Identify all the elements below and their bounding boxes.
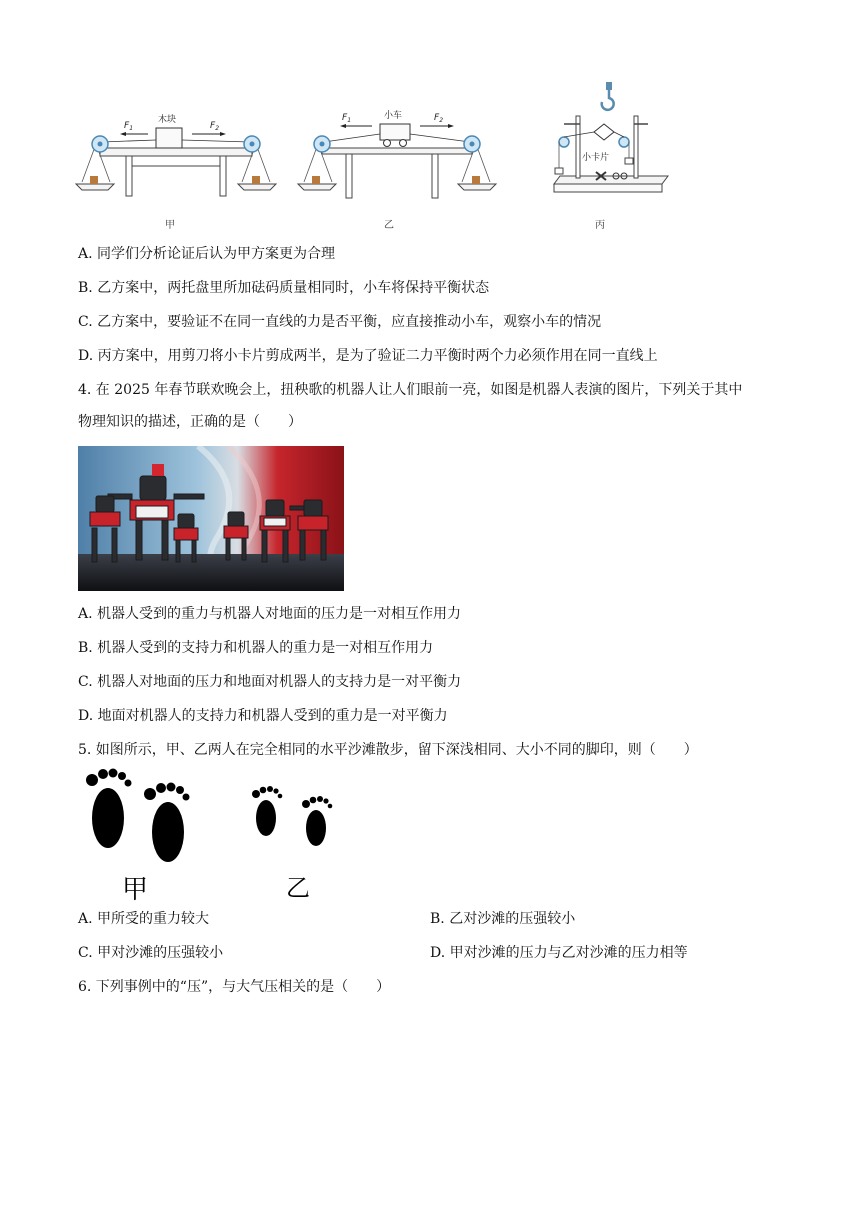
q4-option-a: A. 机器人受到的重力与机器人对地面的压力是一对相互作用力 [78,606,462,622]
force-f1-label: $F_1$ [342,113,352,124]
block-label: 木块 [158,115,177,125]
q4-option-c: C. 机器人对地面的压力和地面对机器人的支持力是一对平衡力 [78,674,462,690]
footprint-label-yi: 乙 [286,874,310,902]
q4-stem-line2: 物理知识的描述，正确的是（ ） [78,414,302,430]
q4-option-b: B. 机器人受到的支持力和机器人的重力是一对相互作用力 [78,640,434,656]
q6-stem: 6. 下列事例中的“压”，与大气压相关的是（ ） [78,979,391,995]
force-f1-label: $F_1$ [124,121,134,132]
q5-option-b: B. 乙对沙滩的压强较小 [430,911,576,927]
q5-stem: 5. 如图所示，甲、乙两人在完全相同的水平沙滩散步，留下深浅相同、大小不同的脚印，则（ ） [78,742,698,758]
footprint-label-jia: 甲 [122,875,149,905]
q4-option-d: D. 地面对机器人的支持力和机器人受到的重力是一对平衡力 [78,708,448,724]
q5-option-d: D. 甲对沙滩的压力与乙对沙滩的压力相等 [430,945,688,961]
force-f2-label: $F_2$ [210,121,220,132]
footprints-figure [78,766,348,906]
card-label: 小卡片 [582,153,610,163]
figure-bing-card-apparatus [544,80,672,210]
q3-option-b: B. 乙方案中，两托盘里所加砝码质量相同时，小车将保持平衡状态 [78,280,490,296]
figure-bing-caption: 丙 [595,220,605,231]
figure-yi-caption: 乙 [384,220,394,231]
figure-jia-wood-block-apparatus [74,104,280,204]
q3-option-d: D. 丙方案中，用剪刀将小卡片剪成两半，是为了验证二力平衡时两个力必须作用在同一直线上 [78,348,658,364]
q4-stem-line1: 4. 在 2025 年春节联欢晚会上，扭秧歌的机器人让人们眼前一亮，如图是机器人表演的图片，下列关于其中 [78,382,743,398]
q5-option-a: A. 甲所受的重力较大 [78,911,210,927]
force-f2-label: $F_2$ [434,113,444,124]
q3-option-c: C. 乙方案中，要验证不在同一直线的力是否平衡，应直接推动小车，观察小车的情况 [78,314,602,330]
figure-jia-caption: 甲 [165,220,175,231]
robot-performance-photo [78,446,344,591]
figure-yi-cart-apparatus [296,104,500,204]
q3-option-a: A. 同学们分析论证后认为甲方案更为合理 [78,246,336,262]
cart-label: 小车 [384,111,403,121]
q5-option-c: C. 甲对沙滩的压强较小 [78,945,224,961]
